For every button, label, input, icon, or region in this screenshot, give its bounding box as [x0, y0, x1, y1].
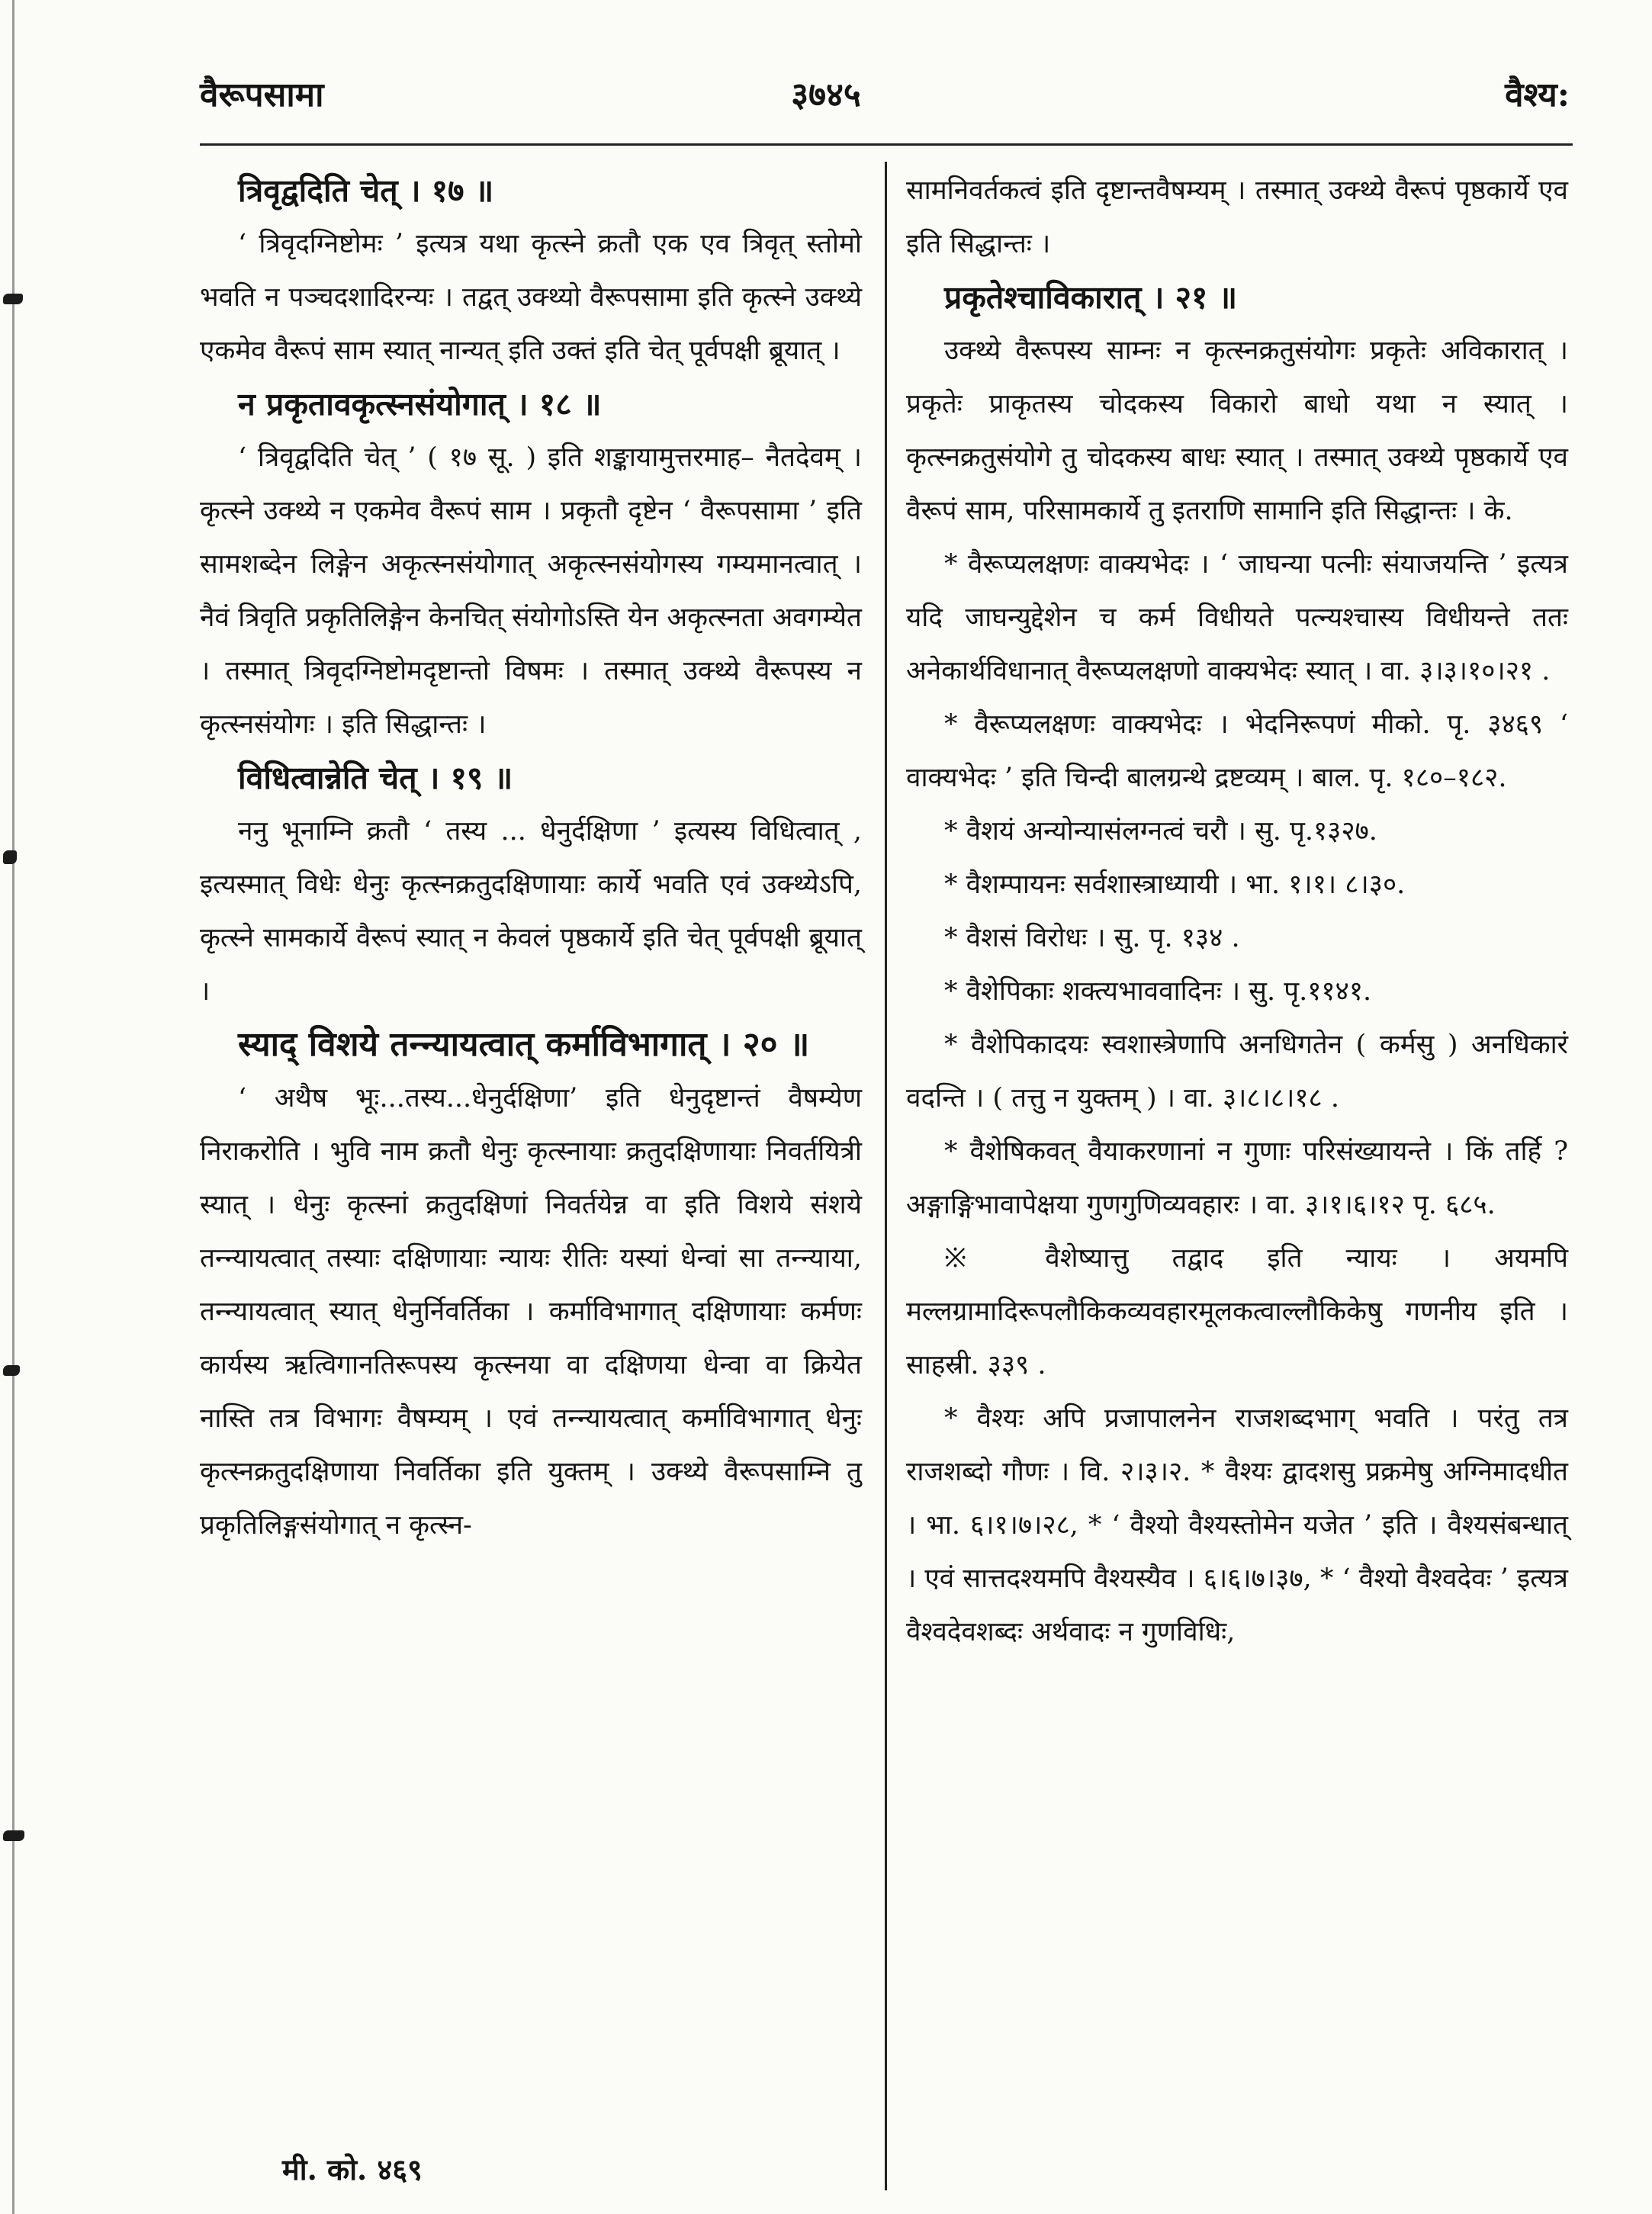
commentary-paragraph: ‘ त्रिवृद्वदिति चेत् ’ ( १७ सू. ) इति शङ्कायामुत्तरमाह– नैतदेवम् । कृत्स्ने उक्थ्ये न एकमेव वैरूपं साम । प्रकृतौ दृष्टेन ‘ वैरूपसामा ’ इति सामशब्देन लिङ्गेन अकृत्स्नसंयोगात् अकृत्स्नसंयोगस्य गम्यमानत्वात् । नैवं त्रिवृति प्रकृतिलिङ्गेन केनचित् संयोगोऽस्ति येन अकृत्स्नता अवगम्येत । तस्मात् त्रिवृदग्निष्टोमदृष्टान्तो विषमः । तस्मात् उक्थ्ये वैरूपस्य न कृत्स्नसंयोगः । इति सिद्धान्तः ।: [200, 442, 862, 740]
glossary-entry: * वैशेषिकवत् वैयाकरणानां न गुणाः परिसंख्यायन्ते । किं तर्हि ? अङ्गाङ्गिभावापेक्षया गुणगुणिव्यवहारः । वा. ३।१।६।१२ पृ. ६८५.: [906, 1136, 1568, 1220]
page-number: ३७४५: [791, 76, 861, 114]
margin-blot: [3, 1830, 24, 1841]
header-rule: [200, 143, 1573, 146]
margin-blot: [3, 850, 17, 864]
running-head-right: वैश्य:: [1505, 76, 1570, 114]
sutra-heading-21: प्रकृतेश्चाविकारात् । २१ ॥: [944, 279, 1238, 316]
glossary-entry: * वैशयं अन्योन्यासंलग्नत्वं चरौ । सु. पृ.१३२७.: [944, 816, 1377, 847]
sutra-heading-17: त्रिवृद्वदिति चेत् । १७ ॥: [238, 172, 494, 209]
glossary-entry: * वैशेपिकादयः स्वशास्त्रेणापि अनधिगतेन ( कर्मसु ) अनधिकारं वदन्ति । ( तत्तु न युक्तम् ) । वा. ३।८।८।१८ .: [906, 1030, 1568, 1113]
commentary-paragraph: उक्थ्ये वैरूपस्य साम्नः न कृत्स्नक्रतुसंयोगः प्रकृतेः अविकारात् । प्रकृतेः प्राकृतस्य चोदकस्य विकारो बाधो यथा न स्यात् । कृत्स्नक्रतुसंयोगे तु चोदकस्य बाधः स्यात् । तस्मात् उक्थ्ये पृष्ठकार्ये एव वैरूपं साम, परिसामकार्ये तु इतराणि सामानि इति सिद्धान्तः । के.: [906, 336, 1568, 526]
glossary-entry: * वैशसं विरोधः । सु. पृ. १३४ .: [944, 923, 1240, 953]
glossary-entry: * वैरूप्यलक्षणः वाक्यभेदः । भेदनिरूपणं मीको. पृ. ३४६९ ‘ वाक्यभेदः ’ इति चिन्दी बालग्रन्थे द्रष्टव्यम् । बाल. पृ. १८०–१८२.: [906, 709, 1568, 793]
left-column: [200, 164, 862, 1552]
margin-blot: [3, 294, 23, 304]
right-column: [906, 164, 1568, 1659]
running-head-left: वैरूपसामा: [200, 76, 324, 114]
margin-blot: [3, 1365, 20, 1376]
nyaya-entry: ※ वैशेष्यात्तु तद्वाद इति न्यायः । अयमपि मल्लग्रामादिरूपलौकिकव्यवहारमूलकत्वाल्लौकिकेषु गणनीय इति । साहस्री. ३३९ .: [906, 1243, 1568, 1380]
column-divider: [885, 162, 887, 2190]
sutra-heading-20: स्याद् विशये तन्न्यायत्वात् कर्माविभागात् । २० ॥: [238, 1025, 810, 1064]
glossary-entry: * वैशेपिकाः शक्त्यभाववादिनः । सु. पृ.११४१.: [944, 976, 1372, 1007]
glossary-entry: * वैशम्पायनः सर्वशास्त्राध्यायी । भा. १।१। ८।३०.: [944, 869, 1406, 900]
commentary-continuation: सामनिवर्तकत्वं इति दृष्टान्तवैषम्यम् । तस्मात् उक्थ्ये वैरूपं पृष्ठकार्ये एव इति सिद्धान्तः ।: [906, 175, 1568, 259]
binding-margin-line: [12, 0, 14, 2214]
sutra-heading-18: न प्रकृतावकृत्स्नसंयोगात् । १८ ॥: [238, 386, 602, 423]
commentary-paragraph: ननु भूनाम्नि क्रतौ ‘ तस्य ... धेनुर्दक्षिणा ’ इत्यस्य विधित्वात् , इत्यस्मात् विधेः धेनुः कृत्स्नक्रतुदक्षिणायाः कार्ये भवति एवं उक्थ्येऽपि, कृत्स्ने सामकार्ये वैरूपं स्यात् न केवलं पृष्ठकार्ये इति चेत् पूर्वपक्षी ब्रूयात् ।: [200, 816, 862, 1007]
commentary-paragraph: ‘ अथैष भूः...तस्य...धेनुर्दक्षिणा’ इति धेनुदृष्टान्तं वैषम्येण निराकरोति । भुवि नाम क्रतौ धेनुः कृत्स्नायाः क्रतुदक्षिणायाः निवर्तयित्री स्यात् । धेनुः कृत्स्नां क्रतुदक्षिणां निवर्तयेन्न वा इति विशये संशये तन्न्यायत्वात् तस्याः दक्षिणायाः न्यायः रीतिः यस्यां धेन्वां सा तन्न्याया, तन्न्यायत्वात् स्यात् धेनुर्निवर्तिका । कर्माविभागात् दक्षिणायाः कर्मणः कार्यस्य ऋत्विगानतिरूपस्य कृत्स्नया वा दक्षिणया धेन्वा वा क्रियेत नास्ति तत्र विभागः वैषम्यम् । एवं तन्न्यायत्वात् कर्माविभागात् धेनुः कृत्स्नक्रतुदक्षिणाया निवर्तिका इति युक्तम् । उक्थ्ये वैरूपसाम्नि तु प्रकृतिलिङ्गसंयोगात् न कृत्स्न-: [200, 1083, 862, 1541]
sutra-heading-19: विधित्वान्नेति चेत् । १९ ॥: [238, 760, 513, 796]
commentary-paragraph: ‘ त्रिवृदग्निष्टोमः ’ इत्यत्र यथा कृत्स्ने क्रतौ एक एव त्रिवृत् स्तोमो भवति न पञ्चदशादिरन्यः । तद्वत् उक्थ्यो वैरूपसामा इति कृत्स्ने उक्थ्ये एकमेव वैरूपं साम स्यात् नान्यत् इति उक्तं इति चेत् पूर्वपक्षी ब्रूयात् ।: [200, 229, 862, 366]
glossary-entry: * वैश्यः अपि प्रजापालनेन राजशब्दभाग् भवति । परंतु तत्र राजशब्दो गौणः । वि. २।३।२. * वैश्यः द्वादशसु प्रक्रमेषु अग्निमादधीत । भा. ६।१।७।२८, * ‘ वैश्यो वैश्यस्तोमेन यजेत ’ इति । वैश्यसंबन्धात् । एवं सात्तदश्यमपि वैश्यस्यैव । ६।६।७।३७, * ‘ वैश्यो वैश्वदेवः ’ इत्यत्र वैश्वदेवशब्दः अर्थवादः न गुणविधिः,: [906, 1403, 1568, 1647]
glossary-entry: * वैरूप्यलक्षणः वाक्यभेदः । ‘ जाघन्या पत्नीः संयाजयन्ति ’ इत्यत्र यदि जाघन्युद्देशेन च कर्म विधीयते पत्न्यश्चास्य विधीयन्ते ततः अनेकार्थविधानात् वैरूप्यलक्षणो वाक्यभेदः स्यात् । वा. ३।३।१०।२१ .: [906, 549, 1568, 686]
page-footer: मी. को. ४६९: [282, 2152, 423, 2187]
